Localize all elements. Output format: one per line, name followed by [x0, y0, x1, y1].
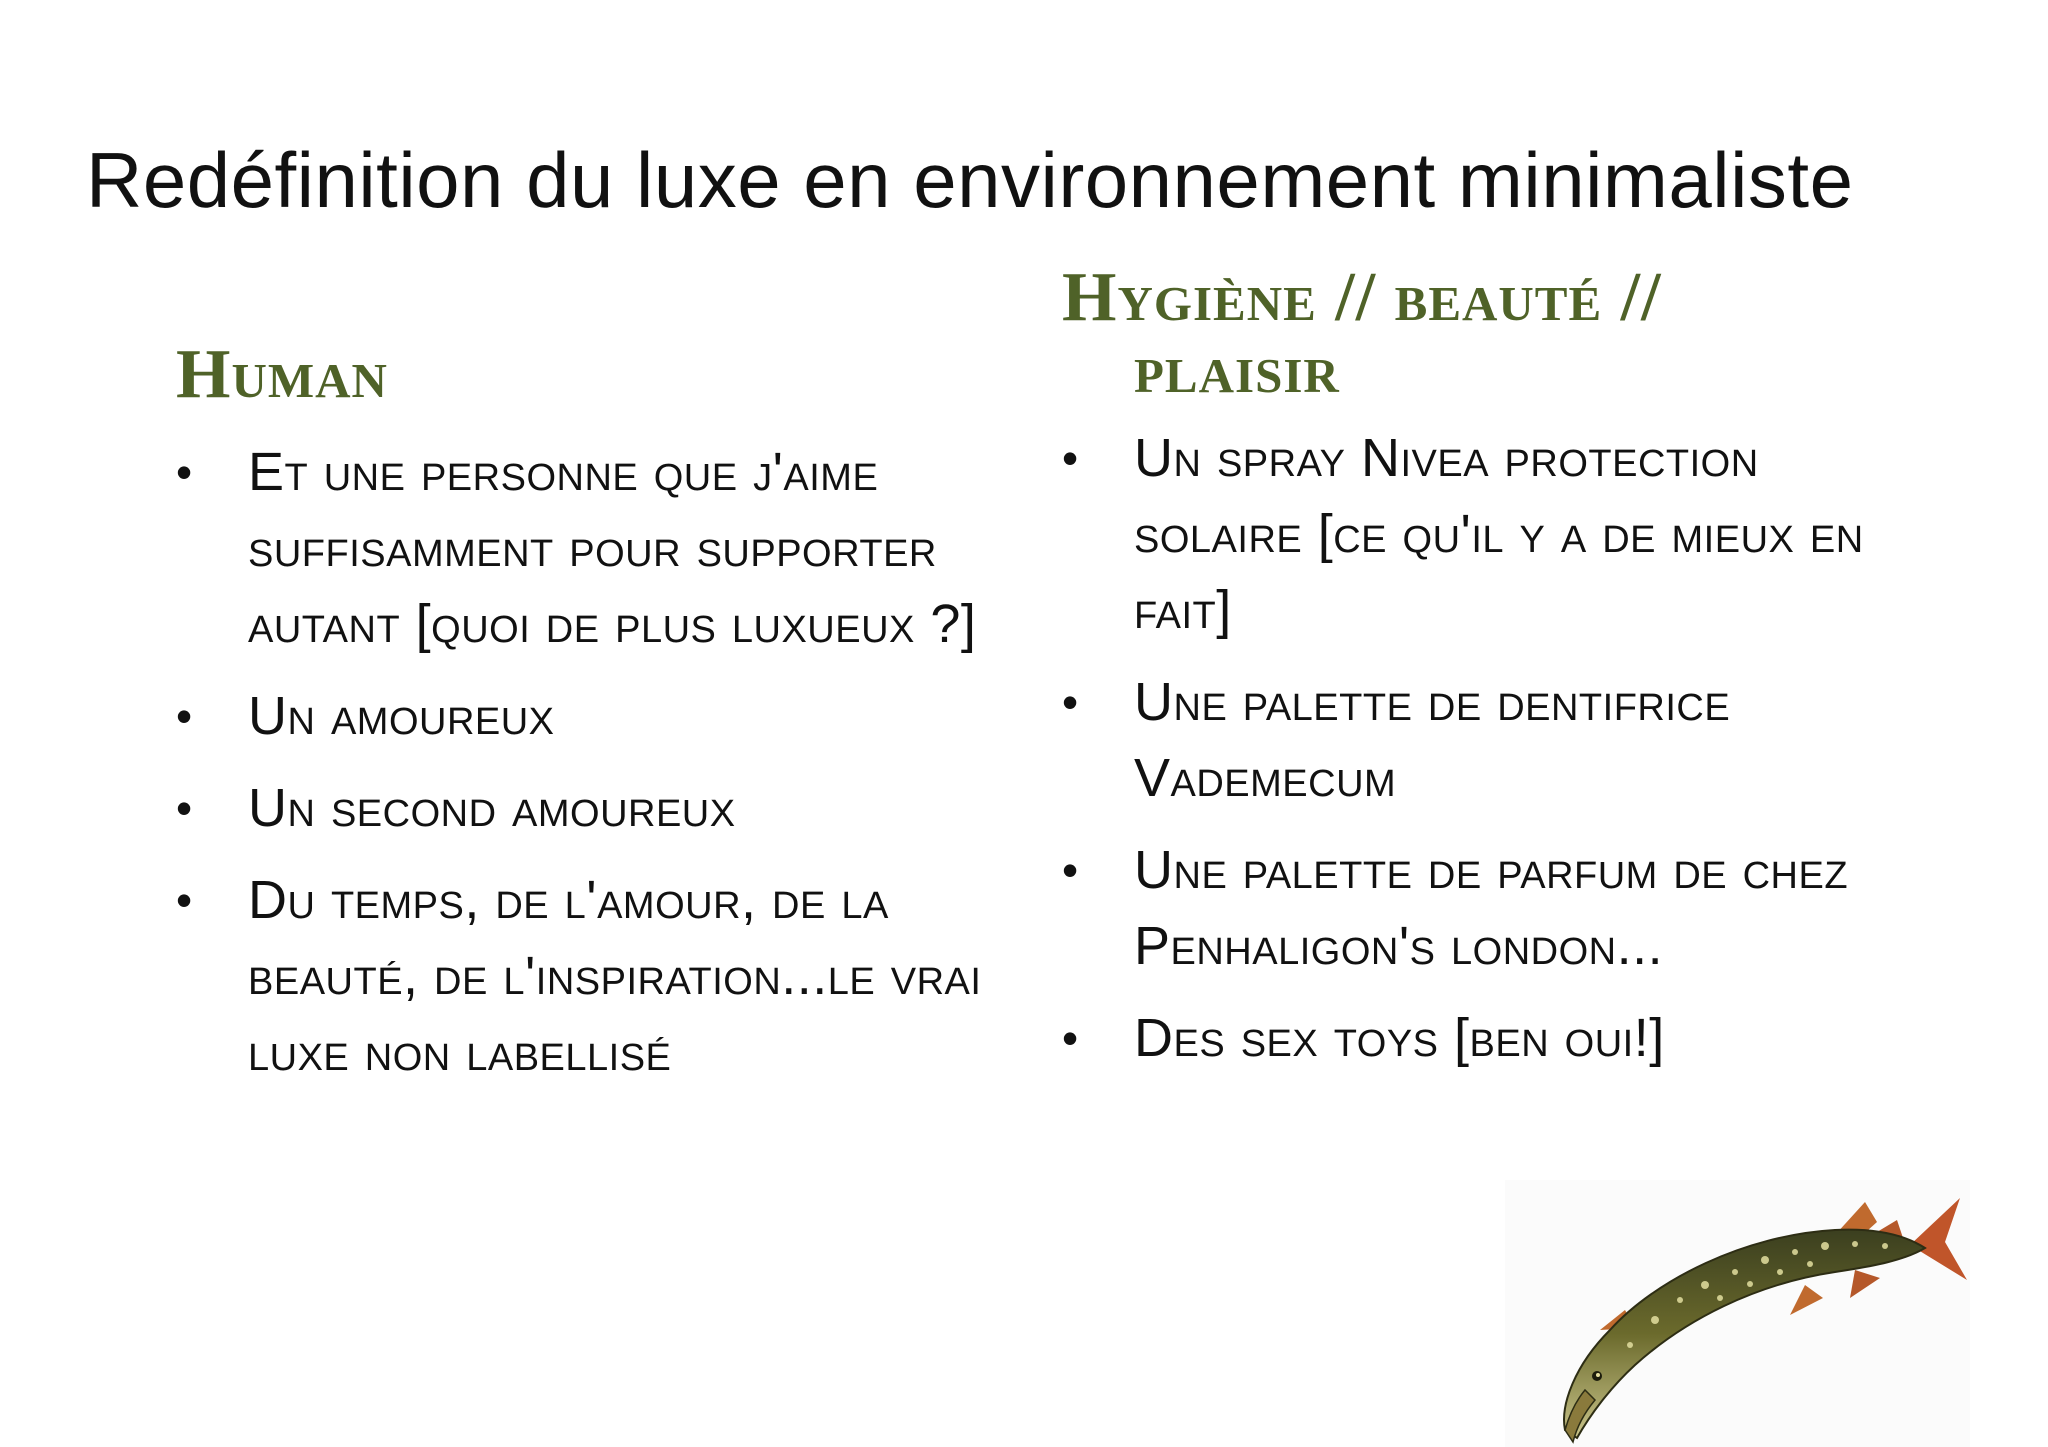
bullet-icon: • [176, 690, 193, 742]
bullet-icon: • [1062, 432, 1079, 484]
hygiene-list [1062, 420, 1882, 1092]
list-item-text: Un amoureux [248, 686, 555, 746]
bullet-icon: • [176, 782, 193, 834]
heading-hygiene [1062, 259, 1822, 408]
bullet-icon: • [176, 874, 193, 926]
list-item-text: Des sex toys [ben oui!] [1134, 1008, 1665, 1068]
list-item [176, 862, 996, 1090]
list-item-text: Et une personne que j'aime suffisamment pour supporter autant [quoi de plus luxueux ?] [248, 442, 977, 654]
list-item-text: Un second amoureux [248, 778, 736, 838]
list-item [176, 770, 996, 846]
list-item-text: Une palette de dentifrice Vademecum [1134, 672, 1731, 808]
list-item [176, 678, 996, 754]
slide-title: Redéfinition du luxe en environnement minimaliste [86, 136, 1854, 224]
list-item [176, 434, 996, 662]
heading-hygiene-line1: Hygiène // beauté // [1062, 259, 1662, 336]
human-list [176, 434, 996, 1106]
bullet-icon: • [1062, 676, 1079, 728]
list-item-text: Un spray Nivea protection solaire [ce qu'il y a de mieux en fait] [1134, 428, 1864, 640]
list-item [1062, 420, 1882, 648]
list-item [1062, 1000, 1882, 1076]
heading-hygiene-line2: plaisir [1134, 331, 1340, 408]
bullet-icon: • [176, 446, 193, 498]
list-item [1062, 664, 1882, 816]
bullet-icon: • [1062, 1012, 1079, 1064]
list-item-text: Du temps, de l'amour, de la beauté, de l'inspiration...le vrai luxe non labellisé [248, 870, 982, 1082]
bullet-icon: • [1062, 844, 1079, 896]
heading-human: Human [176, 336, 388, 413]
list-item [1062, 832, 1882, 984]
pike-fish-icon [1505, 1180, 1970, 1447]
list-item-text: Une palette de parfum de chez Penhaligon's london... [1134, 840, 1849, 976]
pike-fish-image [1505, 1180, 1970, 1447]
